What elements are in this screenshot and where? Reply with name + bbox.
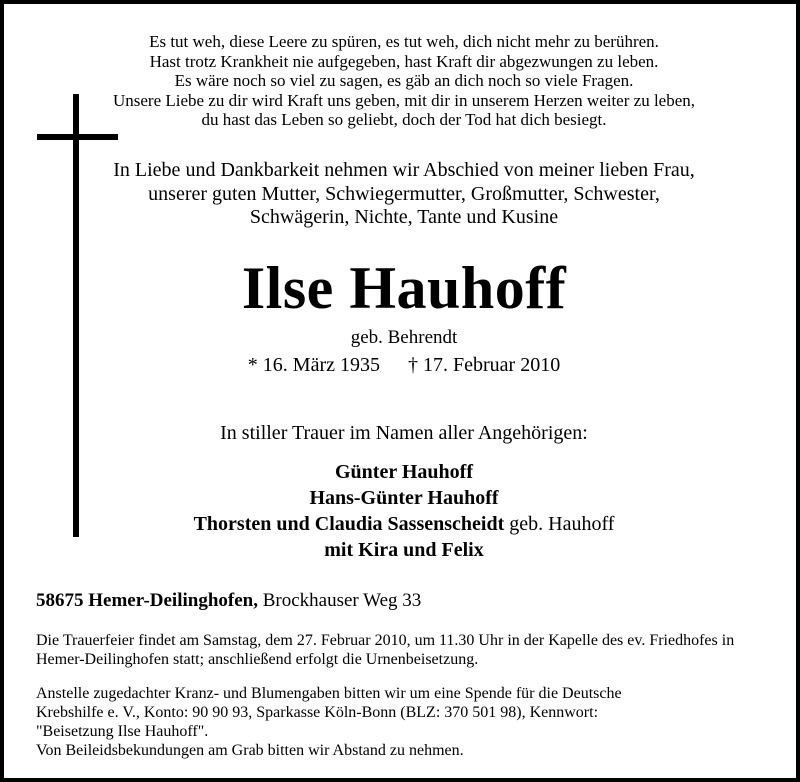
birth-name: geb. Behrendt (350, 327, 458, 348)
farewell-intro (4, 159, 800, 230)
deceased-name: Ilse Hauhoff (241, 255, 567, 321)
family-member-names: Thorsten und Claudia Sassenscheidt (193, 513, 505, 535)
family-member: Günter Hauhoff (335, 461, 473, 483)
donation-notice (36, 684, 776, 760)
death-date: † 17. Februar 2010 (408, 354, 561, 376)
poem-line: Hast trotz Krankheit nie aufgegeben, hast Kraft dir abgezwungen zu leben. (149, 51, 659, 71)
family-list (4, 459, 800, 563)
funeral-notice: Die Trauerfeier findet am Samstag, dem 27. Februar 2010, um 11.30 Uhr in der Kapelle des ev. Friedhofes in Hemer-Deilinghofen statt; anschließend erfolgt die Urnenbeisetzung. (36, 632, 735, 668)
life-dates (4, 354, 800, 377)
donation-line: Krebshilfe e. V., Konto: 90 90 93, Sparkasse Köln-Bonn (BLZ: 370 501 98), Kennwort: (36, 704, 599, 721)
poem-line: du hast das Leben so geliebt, doch der Tod hat dich besiegt. (201, 110, 607, 130)
poem-line: Unsere Liebe zu dir wird Kraft uns geben, mit dir in unserem Herzen weiter zu leben, (112, 90, 696, 110)
intro-line: In Liebe und Dankbarkeit nehmen wir Abschied von meiner lieben Frau, (113, 159, 695, 181)
family-member-birth-name: geb. Hauhoff (504, 513, 615, 535)
memorial-poem (4, 32, 800, 130)
poem-line: Es tut weh, diese Leere zu spüren, es tut weh, dich nicht mehr zu berühren. (149, 32, 659, 51)
donation-line: "Beisetzung Ilse Hauhoff". (36, 723, 209, 740)
family-member (4, 511, 800, 537)
family-member: mit Kira und Felix (324, 539, 484, 561)
donation-line: Anstelle zugedachter Kranz- und Blumengaben bitten wir um eine Spende für die Deutsche (36, 685, 622, 702)
address-street: Brockhauser Weg 33 (257, 590, 422, 611)
birth-date: * 16. März 1935 (247, 354, 380, 376)
address-place: 58675 Hemer-Deilinghofen, (36, 590, 258, 611)
mourners-intro: In stiller Trauer im Namen aller Angehörigen: (220, 422, 588, 444)
family-member: Hans-Günter Hauhoff (309, 487, 499, 509)
intro-line: unserer guten Mutter, Schwiegermutter, Großmutter, Schwester, (148, 182, 660, 205)
intro-line: Schwägerin, Nichte, Tante und Kusine (249, 206, 559, 228)
poem-line: Es wäre noch so viel zu sagen, es gäb an dich noch so viele Fragen. (174, 71, 634, 91)
donation-line: Von Beileidsbekundungen am Grab bitten wir Abstand zu nehmen. (36, 742, 464, 759)
address (36, 590, 421, 612)
cross-horizontal-bar (37, 134, 118, 140)
